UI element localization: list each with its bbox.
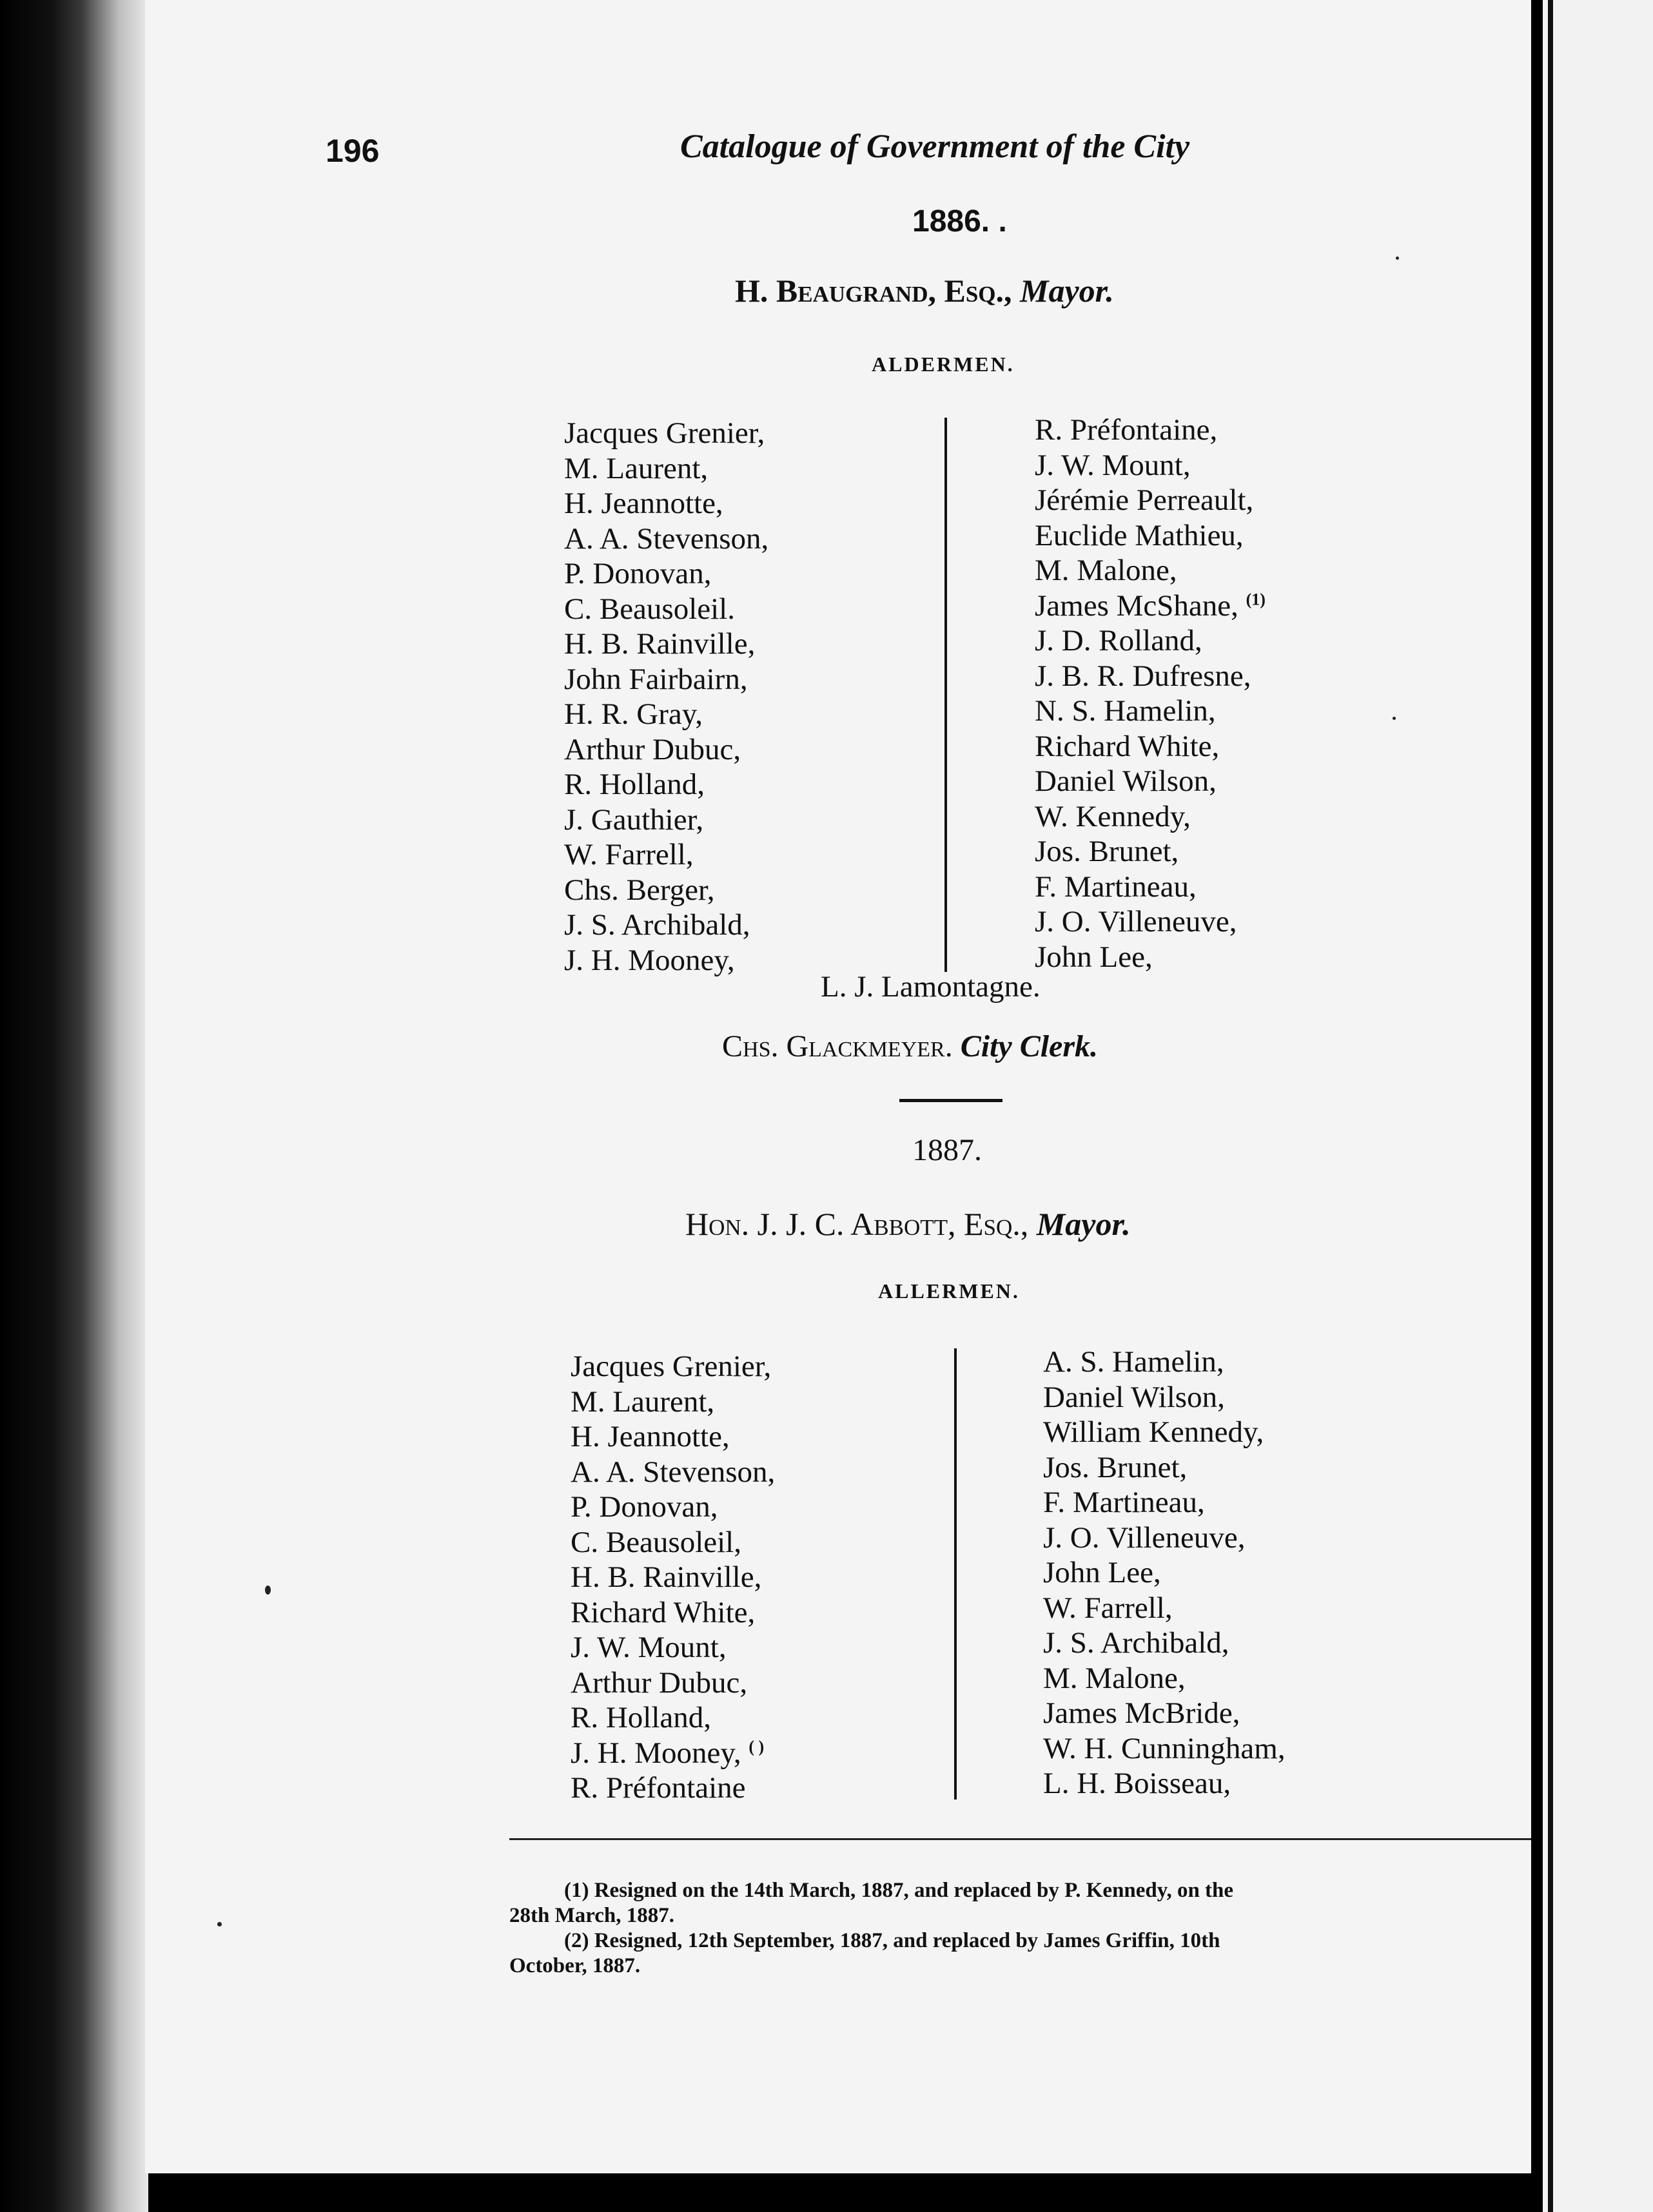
alderman-name: R. Préfontaine,	[1035, 413, 1218, 447]
ink-speck	[1393, 717, 1396, 720]
alderman-name: Arthur Dubuc,	[564, 732, 741, 766]
alderman-name: J. O. Villeneuve,	[1043, 1520, 1246, 1555]
footnote-marker: (1)	[1246, 589, 1266, 608]
alderman-name: M. Malone,	[1035, 554, 1177, 587]
footnote-1-line-1: (1) Resigned on the 14th March, 1887, and replaced by P. Kennedy, on the	[564, 1879, 1234, 1902]
alderman-name: J. W. Mount,	[571, 1631, 727, 1664]
alderman-name: H. B. Rainville,	[571, 1560, 762, 1594]
alderman-name: James McBride,	[1043, 1696, 1240, 1730]
alderman-name: W. Farrell,	[564, 838, 694, 871]
mayor-1886-name: H. Beaugrand, Esq.,	[735, 273, 1012, 309]
alderman-name: Jos. Brunet,	[1043, 1450, 1188, 1484]
aldermen-1886-left-column	[564, 416, 768, 978]
alderman-name: J. H. Mooney,	[564, 943, 735, 977]
alderman-name: Euclide Mathieu,	[1035, 518, 1244, 552]
running-title: Catalogue of Government of the City	[680, 128, 1190, 165]
alderman-name: Arthur Dubuc,	[571, 1665, 748, 1700]
alderman-name: J. D. Rolland,	[1035, 624, 1202, 657]
alderman-name: John Fairbairn,	[564, 662, 748, 696]
city-clerk-name: Chs. Glackmeyer.	[722, 1029, 953, 1063]
alderman-name: Jacques Grenier,	[564, 416, 765, 450]
aldermen-1886-heading: ALDERMEN.	[872, 353, 1015, 376]
adjacent-page-strip	[1543, 0, 1653, 2212]
alderman-name: Jacques Grenier,	[571, 1350, 772, 1383]
centered-alderman-1886: L. J. Lamontagne.	[821, 970, 1041, 1004]
alderman-name: John Lee,	[1035, 940, 1153, 974]
mayor-1887-name: Hon. J. J. C. Abbott, Esq.,	[685, 1206, 1029, 1242]
alderman-name: W. Kennedy,	[1035, 799, 1191, 833]
aldermen-1887-heading: ALLERMEN.	[878, 1279, 1020, 1303]
alderman-name: J. H. Mooney,	[571, 1736, 741, 1770]
mayor-1886-line	[735, 272, 1114, 309]
alderman-name: A. S. Hamelin,	[1043, 1345, 1224, 1379]
ink-speck	[217, 1922, 222, 1926]
footnote-2-line-1: (2) Resigned, 12th September, 1887, and replaced by James Griffin, 10th	[564, 1929, 1220, 1952]
alderman-name: W. Farrell,	[1043, 1591, 1173, 1625]
alderman-name: J. W. Mount,	[1035, 448, 1191, 482]
column-divider-1886	[944, 418, 947, 972]
alderman-name: Richard White,	[571, 1595, 756, 1629]
mayor-1887-title: Mayor.	[1036, 1206, 1131, 1242]
footnote-1-line-2: 28th March, 1887.	[509, 1904, 675, 1927]
city-clerk-line	[722, 1029, 1098, 1064]
alderman-name: P. Donovan,	[564, 557, 712, 590]
alderman-name: R. Holland,	[564, 768, 705, 801]
alderman-name: P. Donovan,	[571, 1490, 718, 1524]
alderman-name: John Lee,	[1043, 1556, 1161, 1589]
page-number: 196	[326, 133, 380, 169]
mayor-1887-line	[685, 1205, 1131, 1243]
alderman-name: Jos. Brunet,	[1035, 835, 1179, 868]
alderman-name-with-note	[1035, 588, 1266, 624]
ink-speck	[265, 1586, 271, 1595]
alderman-name: H. Jeannotte,	[564, 487, 723, 520]
alderman-name: Daniel Wilson,	[1035, 764, 1217, 798]
alderman-name: H. Jeannotte,	[571, 1420, 730, 1453]
alderman-name: R. Préfontaine	[571, 1771, 746, 1805]
alderman-name-with-note	[571, 1736, 775, 1771]
alderman-name: Chs. Berger,	[564, 873, 715, 907]
city-clerk-title: City Clerk.	[960, 1029, 1099, 1063]
alderman-name: F. Martineau,	[1043, 1486, 1205, 1519]
alderman-name: Daniel Wilson,	[1043, 1380, 1225, 1414]
adjacent-page-edge	[1531, 0, 1653, 2212]
alderman-name: C. Beausoleil,	[571, 1525, 741, 1559]
alderman-name: H. B. Rainville,	[564, 627, 756, 661]
alderman-name: H. R. Gray,	[564, 697, 703, 731]
alderman-name: J. S. Archibald,	[564, 908, 750, 942]
alderman-name: R. Holland,	[571, 1701, 712, 1734]
alderman-name: James McShane,	[1035, 588, 1238, 623]
year-1886-heading: 1886. .	[912, 204, 1007, 238]
alderman-name: William Kennedy,	[1043, 1415, 1264, 1449]
alderman-name: M. Malone,	[1043, 1661, 1186, 1695]
adjacent-page-gutter-line	[1548, 0, 1553, 2212]
alderman-name: A. A. Stevenson,	[564, 521, 769, 556]
section-divider-rule	[899, 1099, 1003, 1102]
book-binding-shadow	[0, 0, 148, 2212]
year-1887-heading: 1887.	[912, 1133, 982, 1167]
aldermen-1887-right-column	[1043, 1344, 1286, 1801]
mayor-1886-title: Mayor.	[1020, 273, 1114, 309]
alderman-name: W. H. Cunningham,	[1043, 1731, 1286, 1765]
alderman-name: Jérémie Perreault,	[1035, 483, 1254, 517]
aldermen-1886-right-column	[1035, 412, 1266, 975]
alderman-name: N. S. Hamelin,	[1035, 694, 1216, 728]
alderman-name: F. Martineau,	[1035, 869, 1197, 904]
column-divider-1887	[954, 1348, 957, 1800]
footnote-marker: ( )	[748, 1736, 765, 1756]
alderman-name: M. Laurent,	[564, 451, 709, 485]
alderman-name: C. Beausoleil.	[564, 592, 735, 626]
page-sheet	[145, 0, 1531, 2173]
aldermen-1887-left-column	[571, 1349, 775, 1806]
alderman-name: J. B. R. Dufresne,	[1035, 659, 1251, 693]
alderman-name: L. H. Boisseau,	[1043, 1767, 1231, 1800]
alderman-name: M. Laurent,	[571, 1384, 715, 1419]
footnote-2-line-2: October, 1887.	[509, 1954, 641, 1977]
alderman-name: A. A. Stevenson,	[571, 1455, 776, 1489]
ink-speck	[1396, 257, 1399, 260]
footnote-rule	[509, 1838, 1554, 1840]
alderman-name: Richard White,	[1035, 729, 1220, 763]
alderman-name: J. S. Archibald,	[1043, 1626, 1229, 1660]
alderman-name: J. Gauthier,	[564, 802, 704, 837]
alderman-name: J. O. Villeneuve,	[1035, 905, 1237, 938]
